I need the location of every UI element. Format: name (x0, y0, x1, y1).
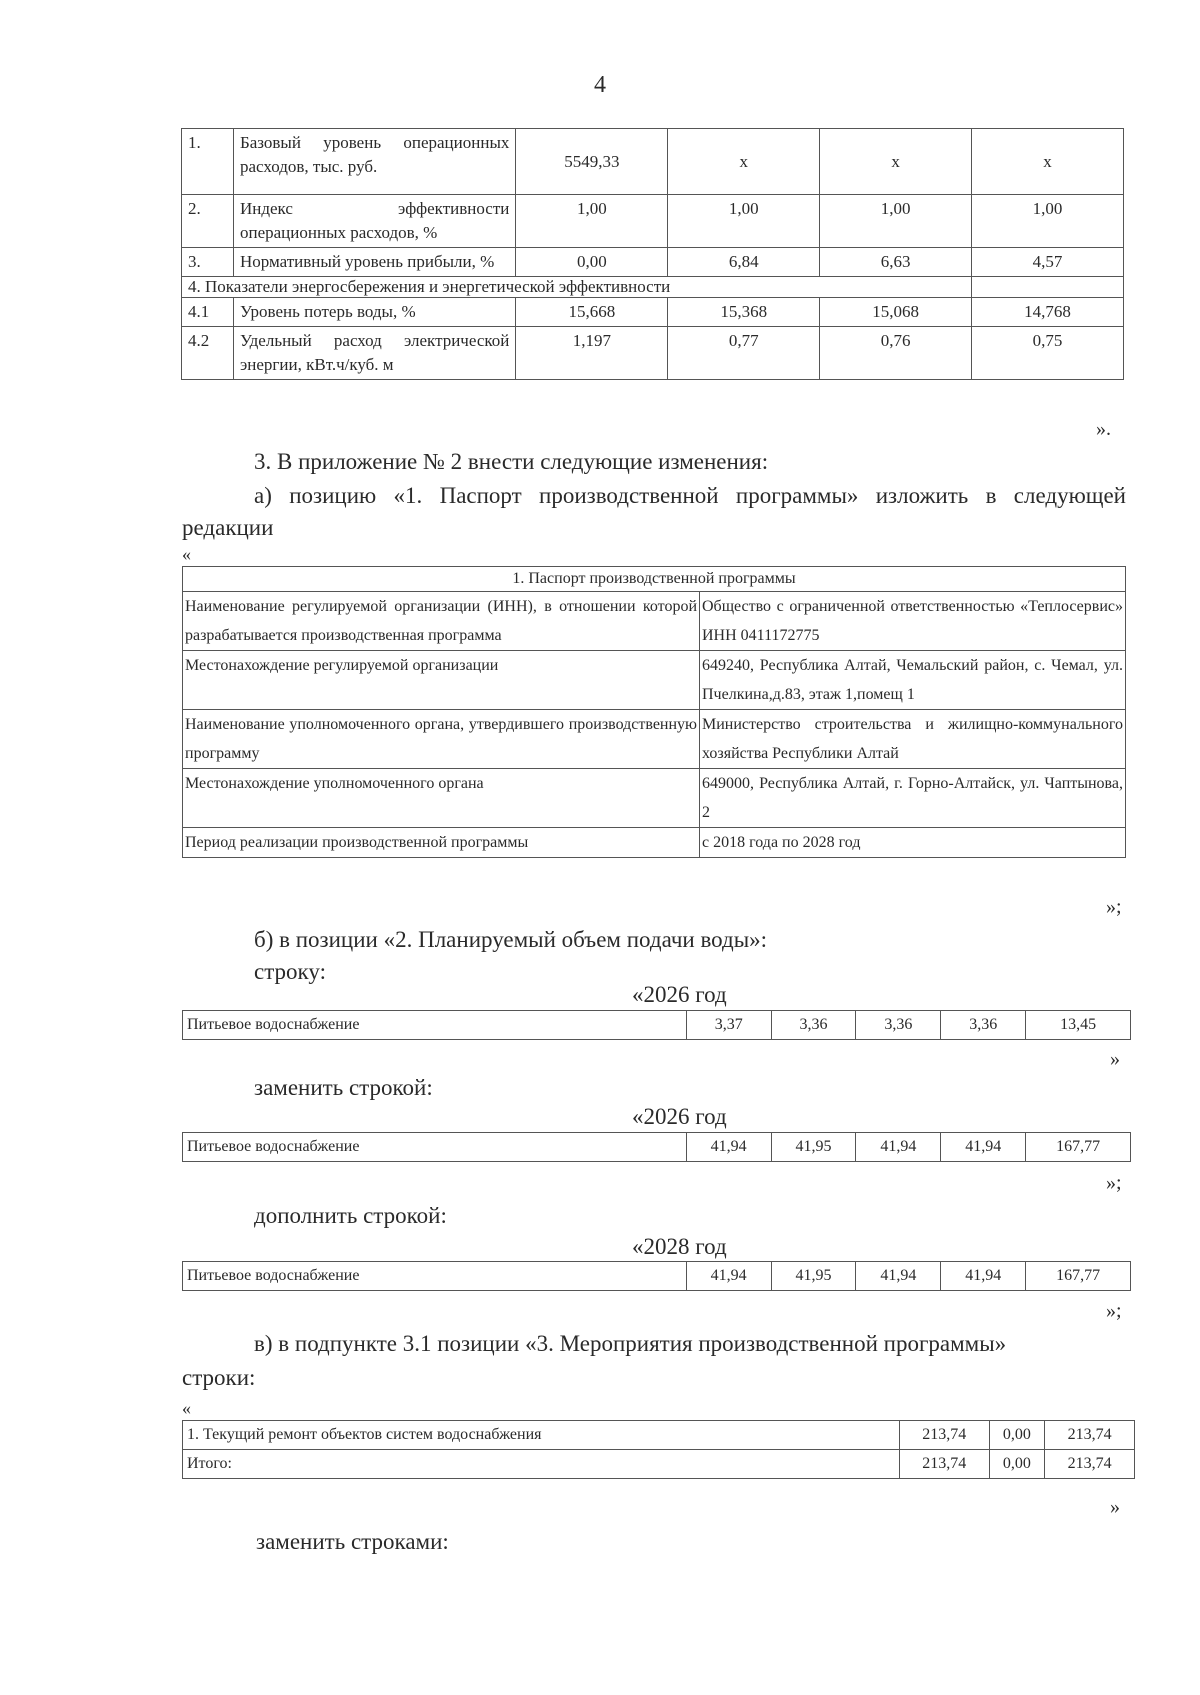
row-value: 15,368 (668, 298, 820, 327)
paragraph-a: а) позицию «1. Паспорт производственной программы» изложить в следующей редакции (182, 483, 1126, 540)
measure-value: 0,00 (989, 1421, 1045, 1450)
passport-value: с 2018 года по 2028 год (700, 828, 1126, 858)
passport-value: Министерство строительства и жилищно-коммунального хозяйства Республики Алтай (700, 710, 1126, 769)
row-value: 41,94 (686, 1133, 771, 1162)
row-value: 41,94 (686, 1262, 771, 1291)
table-row (183, 1421, 1135, 1450)
opening-quote: « (182, 544, 191, 564)
row-name: Нормативный уровень прибыли, % (233, 248, 515, 277)
row-value: 41,94 (941, 1133, 1026, 1162)
row-value: 0,76 (820, 327, 972, 380)
measure-value: 213,74 (899, 1421, 989, 1450)
row-label: Питьевое водоснабжение (183, 1262, 687, 1291)
row-value: 4,57 (972, 248, 1124, 277)
year-heading: «2026 год (632, 1104, 727, 1129)
row-value: 1,00 (668, 195, 820, 248)
row-value: 41,94 (856, 1262, 941, 1291)
row-value: 5549,33 (516, 129, 668, 195)
table-row (183, 769, 1126, 828)
passport-label: Наименование регулируемой организации (ИНН), в отношении которой разрабатывается производственная программа (183, 592, 700, 651)
page-number: 4 (594, 72, 606, 98)
row-value: 3,36 (941, 1011, 1026, 1040)
row-value: 3,37 (686, 1011, 771, 1040)
passport-label: Период реализации производственной программы (183, 828, 700, 858)
table-row (183, 1450, 1135, 1479)
row-total: 167,77 (1026, 1262, 1131, 1291)
row-value: х (972, 129, 1124, 195)
paragraph-b: б) в позиции «2. Планируемый объем подачи воды»: (254, 927, 768, 952)
row-value: 41,95 (771, 1262, 856, 1291)
row-number: 2. (182, 195, 234, 248)
table-row (182, 248, 1124, 277)
row-value: 41,94 (856, 1133, 941, 1162)
row-value: 6,63 (820, 248, 972, 277)
table-row (183, 1133, 1131, 1162)
row-value: х (668, 129, 820, 195)
row-label: Питьевое водоснабжение (183, 1133, 687, 1162)
measure-value: 213,74 (1045, 1421, 1135, 1450)
passport-value: 649000, Республика Алтай, г. Горно-Алтайск, ул. Чаптынова, 2 (700, 769, 1126, 828)
row-value: 3,36 (771, 1011, 856, 1040)
passport-label: Местонахождение уполномоченного органа (183, 769, 700, 828)
measure-value: 0,00 (989, 1450, 1045, 1479)
table-row (183, 1011, 1131, 1040)
table-row (183, 592, 1126, 651)
row-value: 1,00 (820, 195, 972, 248)
passport-table (182, 566, 1126, 858)
row-value: 15,668 (516, 298, 668, 327)
passport-title: 1. Паспорт производственной программы (183, 567, 1126, 592)
row-number: 4.1 (182, 298, 234, 327)
closing-quote: »; (1106, 896, 1122, 918)
year-heading: «2028 год (632, 1234, 727, 1259)
table-row (183, 710, 1126, 769)
row-total: 13,45 (1026, 1011, 1131, 1040)
row-name: Базовый уровень операционных расходов, тыс. руб. (233, 129, 515, 195)
row-value: 41,94 (941, 1262, 1026, 1291)
water-supply-table (182, 1010, 1131, 1040)
indicators-table (181, 128, 1124, 380)
replace-rows-text: заменить строками: (256, 1529, 449, 1554)
row-value: 0,00 (516, 248, 668, 277)
passport-label: Наименование уполномоченного органа, утвердившего производственную программу (183, 710, 700, 769)
row-name: Уровень потерь воды, % (233, 298, 515, 327)
row-name: Индекс эффективности операционных расходов, % (233, 195, 515, 248)
paragraph-c-line1: в) в подпункте 3.1 позиции «3. Мероприятия производственной программы» (254, 1331, 1007, 1356)
passport-value: 649240, Республика Алтай, Чемальский район, с. Чемал, ул. Пчелкина,д.83, этаж 1,помещ 1 (700, 651, 1126, 710)
table-row (182, 195, 1124, 248)
water-supply-table (182, 1261, 1131, 1291)
row-name: Удельный расход электрической энергии, кВт.ч/куб. м (233, 327, 515, 380)
add-row-text: дополнить строкой: (254, 1203, 447, 1228)
row-value: 15,068 (820, 298, 972, 327)
table-row (183, 651, 1126, 710)
row-label: Питьевое водоснабжение (183, 1011, 687, 1040)
row-value: х (820, 129, 972, 195)
table-row (182, 327, 1124, 380)
measures-table (182, 1420, 1135, 1479)
row-value: 41,95 (771, 1133, 856, 1162)
measure-label: Итого: (183, 1450, 900, 1479)
row-value: 0,77 (668, 327, 820, 380)
year-heading: «2026 год (632, 982, 727, 1007)
water-supply-table (182, 1132, 1131, 1162)
row-number: 1. (182, 129, 234, 195)
section-title: 4. Показатели энергосбережения и энергетической эффективности (182, 277, 972, 298)
paragraph-c-line2: строки: (182, 1365, 256, 1390)
passport-value: Общество с ограниченной ответственностью «Теплосервис» ИНН 0411172775 (700, 592, 1126, 651)
row-total: 167,77 (1026, 1133, 1131, 1162)
closing-quote: » (1110, 1048, 1120, 1070)
row-value: 14,768 (972, 298, 1124, 327)
section-empty-cell (972, 277, 1124, 298)
closing-quote: »; (1106, 1172, 1122, 1194)
row-value: 1,00 (516, 195, 668, 248)
closing-quote: ». (1096, 418, 1111, 440)
table-row (183, 567, 1126, 592)
row-number: 3. (182, 248, 234, 277)
row-number: 4.2 (182, 327, 234, 380)
replace-row-text: заменить строкой: (254, 1075, 433, 1100)
section-row (182, 277, 1124, 298)
measure-label: 1. Текущий ремонт объектов систем водоснабжения (183, 1421, 900, 1450)
table-row (182, 298, 1124, 327)
row-value: 6,84 (668, 248, 820, 277)
row-value: 0,75 (972, 327, 1124, 380)
table-row (182, 129, 1124, 195)
closing-quote: » (1110, 1496, 1120, 1518)
paragraph-3: 3. В приложение № 2 внести следующие изменения: (254, 449, 769, 474)
paragraph-b-line: строку: (254, 959, 326, 984)
opening-quote: « (182, 1398, 191, 1418)
table-row (183, 828, 1126, 858)
passport-label: Местонахождение регулируемой организации (183, 651, 700, 710)
measure-value: 213,74 (1045, 1450, 1135, 1479)
row-value: 1,00 (972, 195, 1124, 248)
closing-quote: »; (1106, 1300, 1122, 1322)
measure-value: 213,74 (899, 1450, 989, 1479)
row-value: 3,36 (856, 1011, 941, 1040)
row-value: 1,197 (516, 327, 668, 380)
table-row (183, 1262, 1131, 1291)
